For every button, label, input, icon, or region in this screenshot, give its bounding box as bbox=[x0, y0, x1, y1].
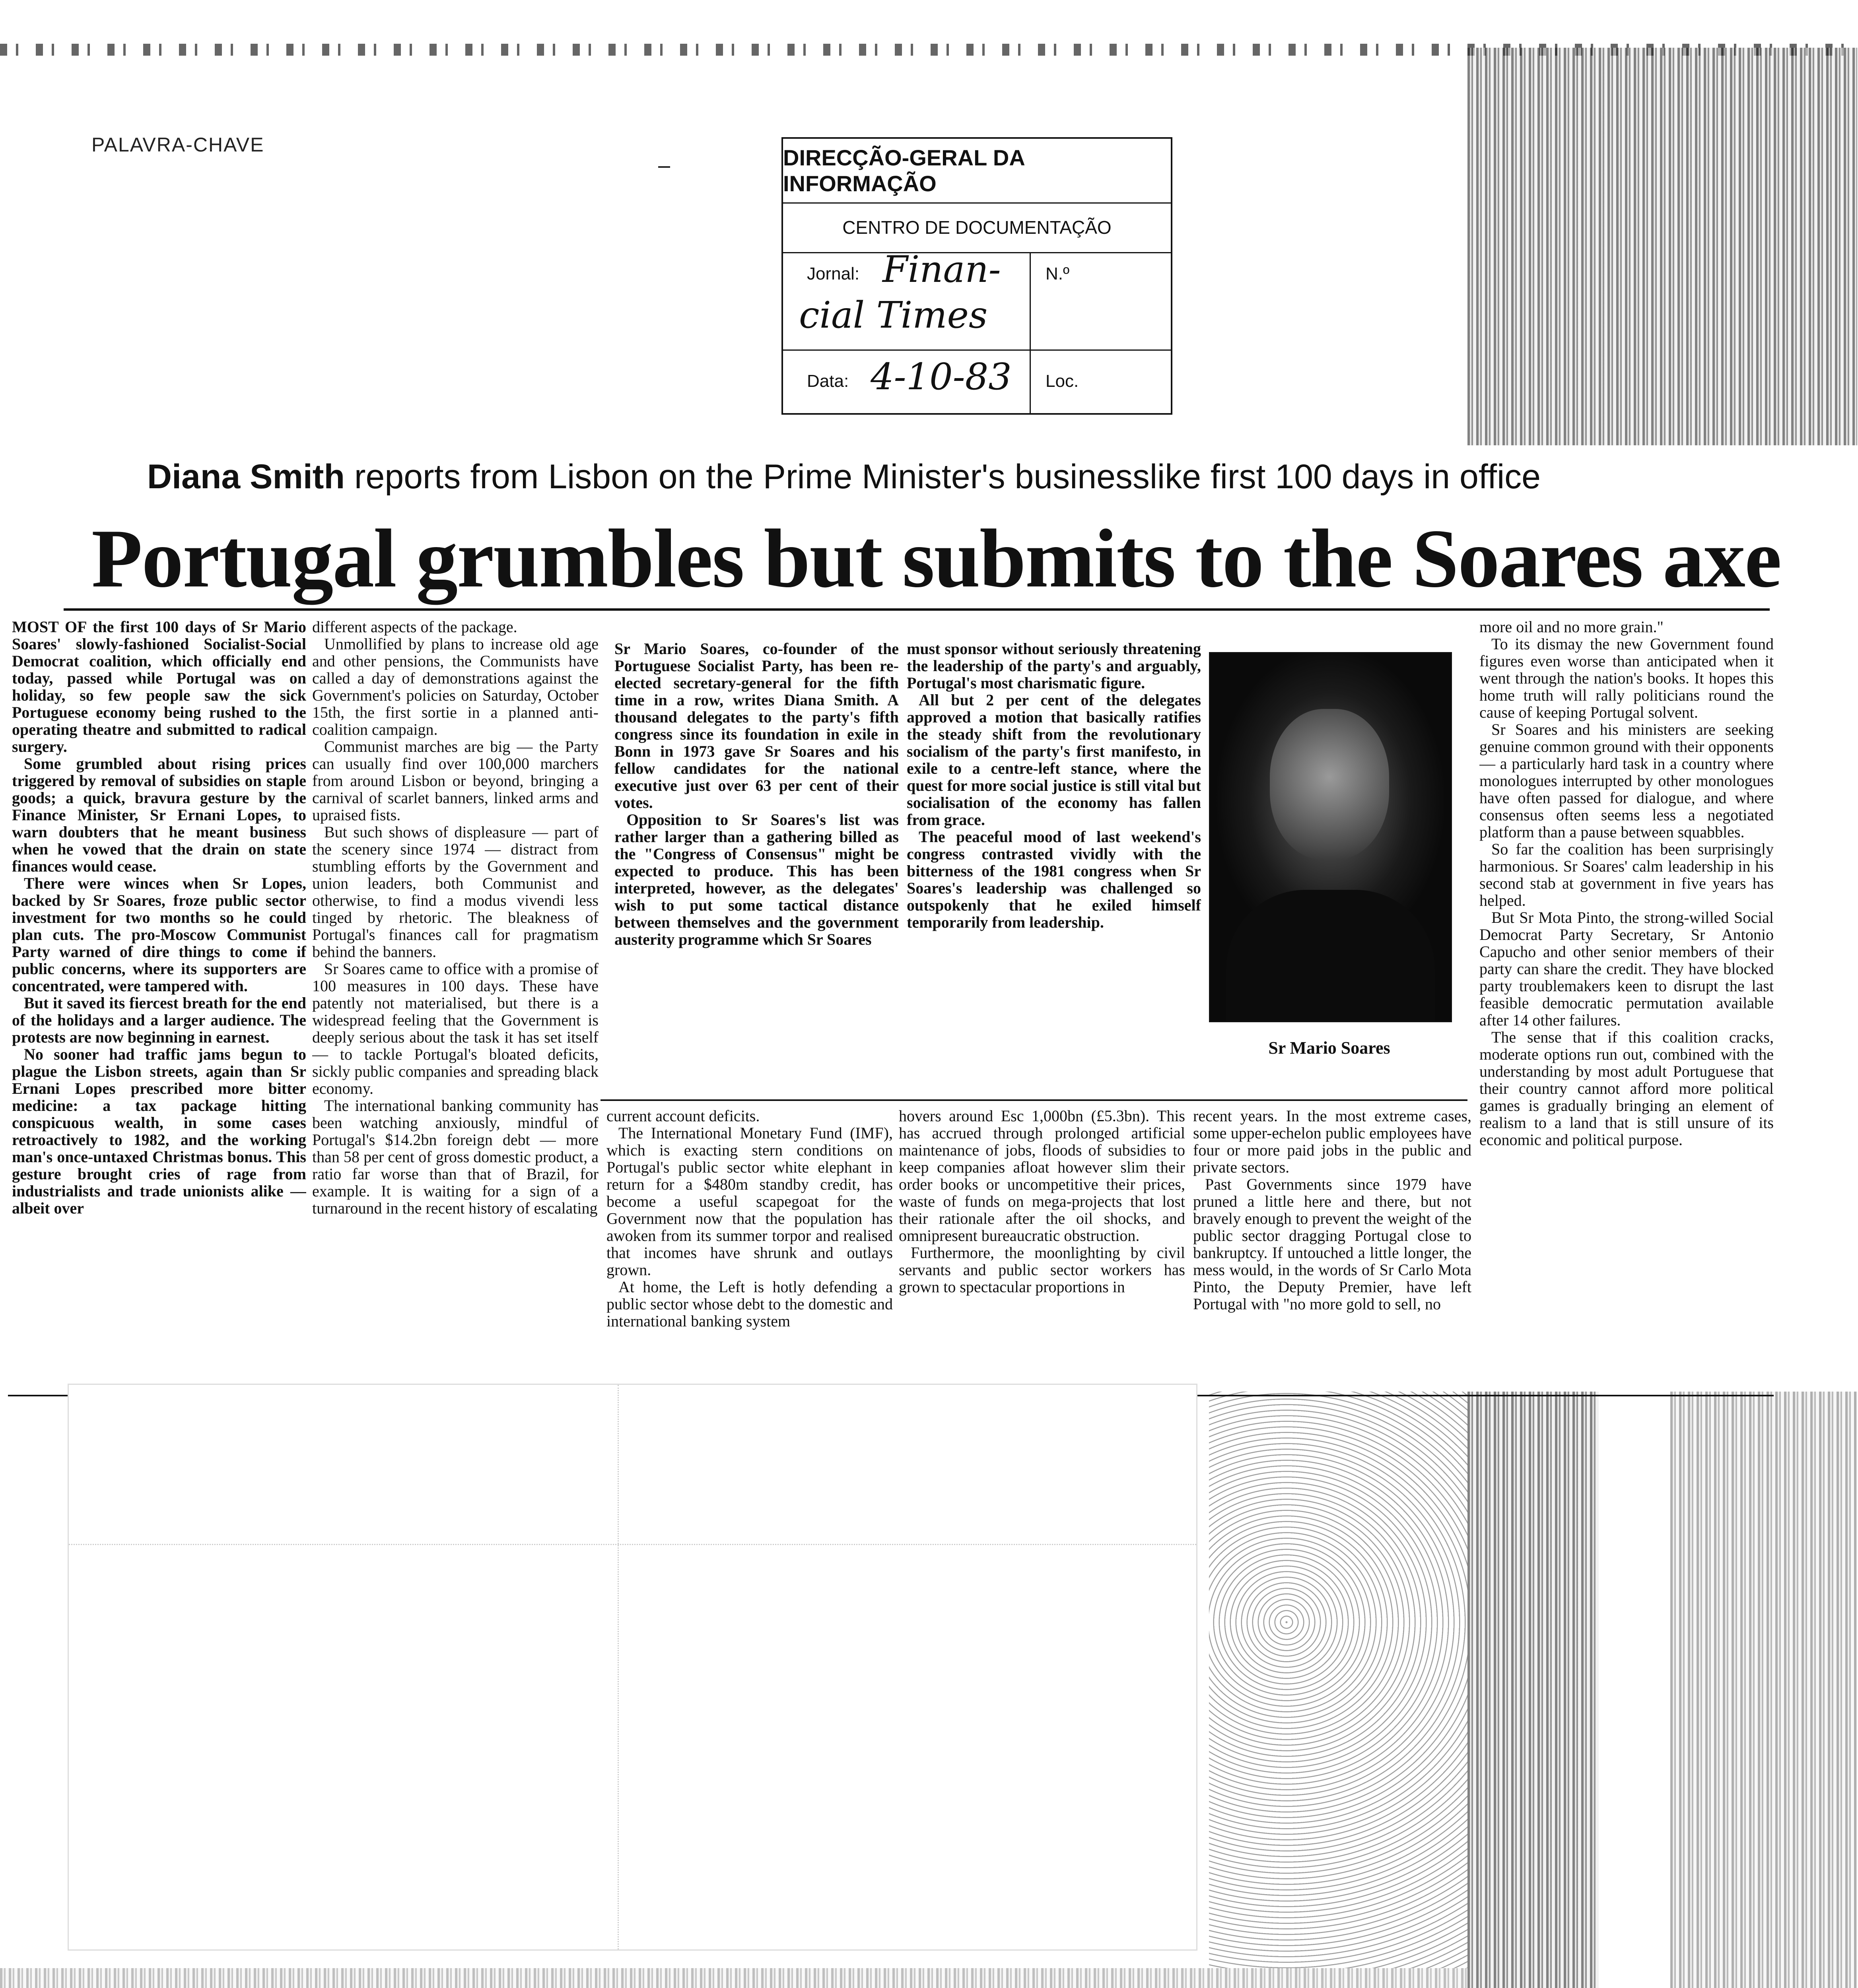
byline-author: Diana Smith bbox=[147, 458, 345, 496]
blank-divider-vertical bbox=[618, 1385, 619, 1949]
blank-paste-area bbox=[68, 1384, 1197, 1951]
keyword-tag: PALAVRA-CHAVE bbox=[91, 134, 264, 156]
column-3: current account deficits. The International Monetary Fund (IMF), which is exacting stern conditions on Portugal's public sector white elephant in return for a $480m standby credit, has become a useful scapegoat for the Government now that the population has awoken from its summer torpor and realised that incomes have shrunk and outlays grown. At home, the Left is hotly defending a public sector whose debt to the domestic and international banking system bbox=[606, 1107, 893, 1330]
stamp-subtitle: CENTRO DE DOCUMENTAÇÃO bbox=[783, 202, 1171, 253]
scan-noise-speckle bbox=[1209, 1392, 1467, 1968]
box-bottom-rule bbox=[601, 1099, 1467, 1101]
byline-text: reports from Lisbon on the Prime Minister's businesslike first 100 days in office bbox=[354, 458, 1541, 496]
blank-divider-horizontal bbox=[69, 1544, 1196, 1545]
column-2: different aspects of the package. Unmollified by plans to increase old age and other pensions, the Communists have called a day of demonstrations against the Government's policies on Saturday, October 15th, the first sortie in a planned anti-coalition campaign. Communist marches are big — the Party can usually find over 100,000 marchers from around Lisbon or beyond, bringing a carnival of scarlet banners, linked arms and upraised fists. But such shows of displeasure — part of the scenery since 1974 — distract from stumbling efforts by the Government and union leaders, both Communist and otherwise, to find a modus vivendi less tinged by rhetoric. The bleakness of Portugal's finances call for pragmatism behind the banners. Sr Soares came to office with a promise of 100 measures in 100 days. These have patently not materialised, but there is a widespread feeling that the Government is deeply serious about the task it has set itself — to tackle Portugal's bloated deficits, sickly public companies and spreading black economy. The international banking community has been watching anxiously, mindful of Portugal's $14.2bn foreign debt — more than 58 per cent of gross domestic product, a ratio far worse than that of Brazil, for example. It is waiting for a sign of a turnaround in the recent history of escalating bbox=[312, 618, 599, 1217]
date-label: Data: bbox=[807, 371, 849, 391]
stamp-jornal-row bbox=[783, 248, 1171, 351]
date-value: 4-10-83 bbox=[871, 355, 1012, 398]
location-label: Loc. bbox=[1046, 371, 1079, 391]
column-4: hovers around Esc 1,000bn (£5.3bn). This has accrued through prolonged artificial maintenance of jobs, floods of subsidies to keep companies afloat however slim their order books or uncompetitive their prices, waste of funds on mega-projects that lost their rationale after the oil shocks, and omnipresent bureaucratic obstruction. Furthermore, the moonlighting by civil servants and public sector workers has grown to spectacular proportions in bbox=[899, 1107, 1185, 1296]
photo-face bbox=[1270, 709, 1389, 860]
jornal-value-line2: cial Times bbox=[799, 294, 988, 336]
photo-mario-soares bbox=[1209, 652, 1452, 1022]
dash-mark bbox=[658, 166, 670, 168]
column-5: recent years. In the most extreme cases, some upper-echelon public employees have four or more paid jobs in the public and private sectors. Past Governments since 1979 have pruned a little here and there, but not bravely enough to prevent the weight of the public sector dragging Portugal close to bankruptcy. If untouched a little longer, the mess would, in the words of Sr Carlo Mota Pinto, the Deputy Premier, have left Portugal with "no more gold to sell, no bbox=[1193, 1107, 1471, 1313]
jornal-label: Jornal: bbox=[807, 264, 860, 283]
scan-noise-right-upper bbox=[1467, 48, 1857, 445]
headline: Portugal grumbles but submits to the Soares axe bbox=[91, 513, 1781, 605]
scan-noise-right-edge bbox=[1670, 1392, 1857, 1988]
headline-rule bbox=[64, 608, 1770, 611]
column-6: more oil and no more grain." To its dismay the new Government found figures even worse than anticipated when it went through the nation's books. It hopes this home truth will rally politicians round the cause of keeping Portugal solvent. Sr Soares and his ministers are seeking genuine common ground with their opponents — a particularly hard task in a country where monologues interrupted by other monologues have often passed for dialogue, and where consensus often seems less a negotiated platform than a pause between squabbles. So far the coalition has been surprisingly harmonious. Sr Soares' calm leadership in his second stab at government in five years has helped. But Sr Mota Pinto, the strong-willed Social Democrat Party Secretary, Sr Antonio Capucho and other senior members of their party can share the credit. They have blocked party troublemakers keen to disrupt the last feasible democratic permutation available after 14 other failures. The sense that if this coalition cracks, moderate options run out, combined with the understanding by most adult Portuguese that their country cannot afford more political games is gradually bringing an element of realism to a land that is still unsure of its economic and political purpose. bbox=[1479, 618, 1774, 1149]
stamp-date-row bbox=[783, 349, 1171, 413]
byline bbox=[147, 457, 1541, 497]
photo-caption: Sr Mario Soares bbox=[1268, 1038, 1390, 1058]
number-label: N.º bbox=[1046, 264, 1070, 283]
column-1: MOST OF the first 100 days of Sr Mario Soares' slowly-fashioned Socialist-Social Democrat coalition, which officially end today, passed while Portugal was on holiday, so few people saw the sick Portuguese economy being rushed to the operating theatre and submitted to radical surgery. Some grumbled about rising prices triggered by removal of subsidies on staple goods; a quick, bravura gesture by the Finance Minister, Sr Ernani Lopes, to warn doubters that he meant business when he vowed that the drain on state finances would cease. There were winces when Sr Lopes, backed by Sr Soares, froze public sector investment for two months so he could plan cuts. The pro-Moscow Communist Party warned of dire things to come if public concerns, where its supporters are concentrated, were tampered with. But it saved its fiercest breath for the end of the holidays and a larger audience. The protests are now beginning in earnest. No sooner had traffic jams begun to plague the Lisbon streets, again than Sr Ernani Lopes prescribed more bitter medicine: a tax package hitting conspicuous wealth, in some cases retroactively to 1982, and the working man's once-untaxed Christmas bonus. This gesture brought cries of rage from industrialists and trade unionists alike — albeit over bbox=[12, 618, 306, 1217]
boxed-story-column-1: Sr Mario Soares, co-founder of the Portuguese Socialist Party, has been re-elected secretary-general for the fifth time in a row, writes Diana Smith. A thousand delegates to the party's fifth congress since its foundation in exile in Bonn in 1973 gave Sr Soares and his fellow candidates for the national executive just over 63 per cent of their votes. Opposition to Sr Soares's list was rather larger than a gathering billed as the "Congress of Consensus" might be expected to produce. This has been interpreted, however, as the delegates' wish to put some tactical distance between themselves and the government austerity programme which Sr Soares bbox=[614, 640, 899, 948]
stamp-title: DIRECÇÃO-GERAL DA INFORMAÇÃO bbox=[783, 139, 1171, 204]
stamp-divider bbox=[1030, 252, 1031, 413]
boxed-story-column-2: must sponsor without seriously threatening the leadership of the party's and arguably, Portugal's most charismatic figure. All but 2 per cent of the delegates approved a motion that basically ratifies the steady shift from the revolutionary socialism of the party's first manifesto, in exile to a centre-left stance, where the quest for more social justice is still vital but socialisation of the economy has fallen from grace. The peaceful mood of last weekend's congress contrasted vividly with the bitterness of the 1981 congress when Sr Soares's leadership was challenged so outspokenly that he exiled himself temporarily from leadership. bbox=[907, 640, 1201, 931]
scan-noise-right-band bbox=[1467, 1392, 1599, 1988]
jornal-value-line1: Finan- bbox=[882, 248, 1001, 291]
photo-suit bbox=[1226, 890, 1435, 1021]
scan-noise-bottom bbox=[0, 1968, 1467, 1988]
archive-stamp bbox=[781, 137, 1172, 415]
